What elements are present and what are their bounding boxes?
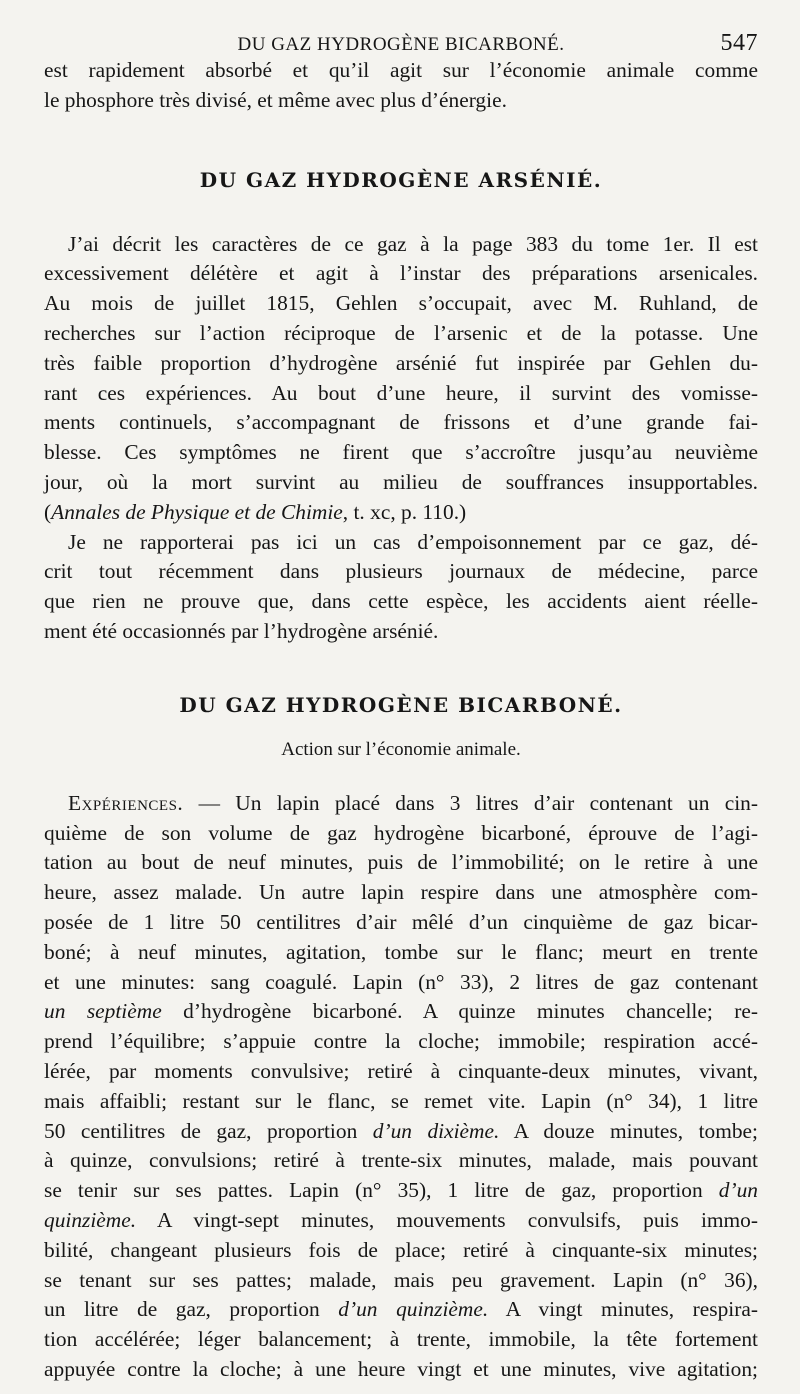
paragraph-line: recherches sur l’action réciproque de l’arsenic et de la potasse. Une — [44, 320, 758, 345]
paragraph-line: mais affaibli; restant sur le flanc, se remet vite. Lapin (n° 34), 1 litre — [44, 1088, 758, 1113]
emphasis: d’un dixième. — [372, 1118, 500, 1143]
paragraph-line: blesse. Ces symptômes ne firent que s’accroître jusqu’au neuvième — [44, 440, 758, 465]
line-text: un litre de gaz, proportion — [44, 1297, 339, 1322]
paragraph-line: tation au bout de neuf minutes, puis de l’immobilité; on le retire à une — [44, 850, 758, 875]
paragraph-line: Je ne rapporterai pas ici un cas d’empoisonnement par ce gaz, dé- — [68, 529, 758, 554]
paragraph-line: J’ai décrit les caractères de ce gaz à la page 383 du tome 1er. Il est — [68, 231, 758, 256]
intro-line: le phosphore très divisé, et même avec plus d’énergie. — [44, 87, 507, 112]
paragraph-line: boné; à neuf minutes, agitation, tombe sur le flanc; meurt en trente — [44, 939, 758, 964]
paragraph-line — [44, 789, 758, 819]
paragraph-line: lérée, par moments convulsive; retiré à cinquante-deux minutes, vivant, — [44, 1058, 758, 1083]
paragraph-line — [44, 997, 758, 1027]
page-number: 547 — [720, 30, 758, 56]
emphasis: d’un quinzième. — [338, 1297, 489, 1322]
paragraph-line: prend l’équilibre; s’appuie contre la cloche; immobile; respiration accé- — [44, 1029, 758, 1054]
emphasis: un septième — [44, 999, 162, 1024]
paragraph-line: jour, où la mort survint au milieu de souffrances insupportables. — [44, 469, 758, 494]
paragraph-line: crit tout récemment dans plusieurs journaux de médecine, parce — [44, 559, 758, 584]
paragraph-line: posée de 1 litre 50 centilitres d’air mêlé d’un cinquième de gaz bicar- — [44, 909, 758, 934]
citation-ref: , t. xc, p. 110.) — [342, 499, 467, 524]
intro-line: est rapidement absorbé et qu’il agit sur l’économie animale comme — [44, 58, 758, 82]
section-subtitle: Action sur l’économie animale. — [281, 738, 521, 760]
line-text: — Un lapin placé dans 3 litres d’air contenant un cin- — [183, 790, 758, 815]
paragraph-line: et une minutes: sang coagulé. Lapin (n° 33), 2 litres de gaz contenant — [44, 969, 758, 994]
citation-line — [44, 498, 758, 528]
citation-title: Annales de Physique et de Chimie — [51, 499, 343, 524]
line-text: A vingt-sept minutes, mouvements convulsifs, puis immo- — [136, 1207, 758, 1232]
paragraph-line — [44, 1206, 758, 1236]
emphasis: quinzième. — [44, 1207, 137, 1232]
running-title: DU GAZ HYDROGÈNE BICARBONÉ. — [237, 34, 565, 55]
experiences-lead: Expériences. — [68, 790, 184, 815]
running-head — [44, 0, 758, 56]
paragraph-line: très faible proportion d’hydrogène arsénié fut inspirée par Gehlen du- — [44, 350, 758, 375]
paragraph-line: ment été occasionnés par l’hydrogène arsénié. — [44, 618, 439, 643]
line-text: d’hydrogène bicarboné. A quinze minutes chancelle; re- — [161, 999, 759, 1024]
line-text: A vingt minutes, respira- — [488, 1297, 758, 1322]
paragraph-line: heure, assez malade. Un autre lapin respire dans une atmosphère com- — [44, 880, 758, 905]
paragraph-line: tion accélérée; léger balancement; à trente, immobile, la tête fortement — [44, 1327, 758, 1352]
section-title-arsenie: DU GAZ HYDROGÈNE ARSÉNIÉ. — [199, 167, 603, 192]
line-text: se tenir sur ses pattes. Lapin (n° 35), 1 litre de gaz, proportion — [44, 1178, 719, 1203]
paragraph-line: rant ces expériences. Au bout d’une heure, il survint des vomisse- — [44, 380, 758, 405]
citation-open: ( — [44, 499, 52, 524]
paragraph-line — [44, 1176, 758, 1206]
paragraph-line: se tenant sur ses pattes; malade, mais peu gravement. Lapin (n° 36), — [44, 1267, 758, 1292]
line-text: 50 centilitres de gaz, proportion — [44, 1118, 373, 1143]
paragraph-line: bilité, changeant plusieurs fois de place; retiré à cinquante-six minutes; — [44, 1237, 758, 1262]
emphasis: d’un — [718, 1178, 758, 1203]
paragraph-line: excessivement délétère et agit à l’instar des préparations arsenicales. — [44, 261, 758, 286]
paragraph-line — [44, 1295, 758, 1325]
paragraph-line — [44, 1117, 758, 1147]
paragraph-line: appuyée contre la cloche; à une heure vingt et une minutes, vive agitation; — [44, 1356, 758, 1381]
paragraph-line: quième de son volume de gaz hydrogène bicarboné, éprouve de l’agi- — [44, 820, 758, 845]
paragraph-line: que rien ne prouve que, dans cette espèce, les accidents aient réelle- — [44, 589, 758, 614]
paragraph-line: à quinze, convulsions; retiré à trente-six minutes, malade, mais pouvant — [44, 1148, 758, 1173]
section-title-bicarbone: DU GAZ HYDROGÈNE BICARBONÉ. — [179, 692, 623, 717]
paragraph-line: ments continuels, s’accompagnant de frissons et d’une grande fai- — [44, 410, 758, 435]
paragraph-line: Au mois de juillet 1815, Gehlen s’occupait, avec M. Ruhland, de — [44, 291, 758, 316]
line-text: A douze minutes, tombe; — [499, 1118, 758, 1143]
